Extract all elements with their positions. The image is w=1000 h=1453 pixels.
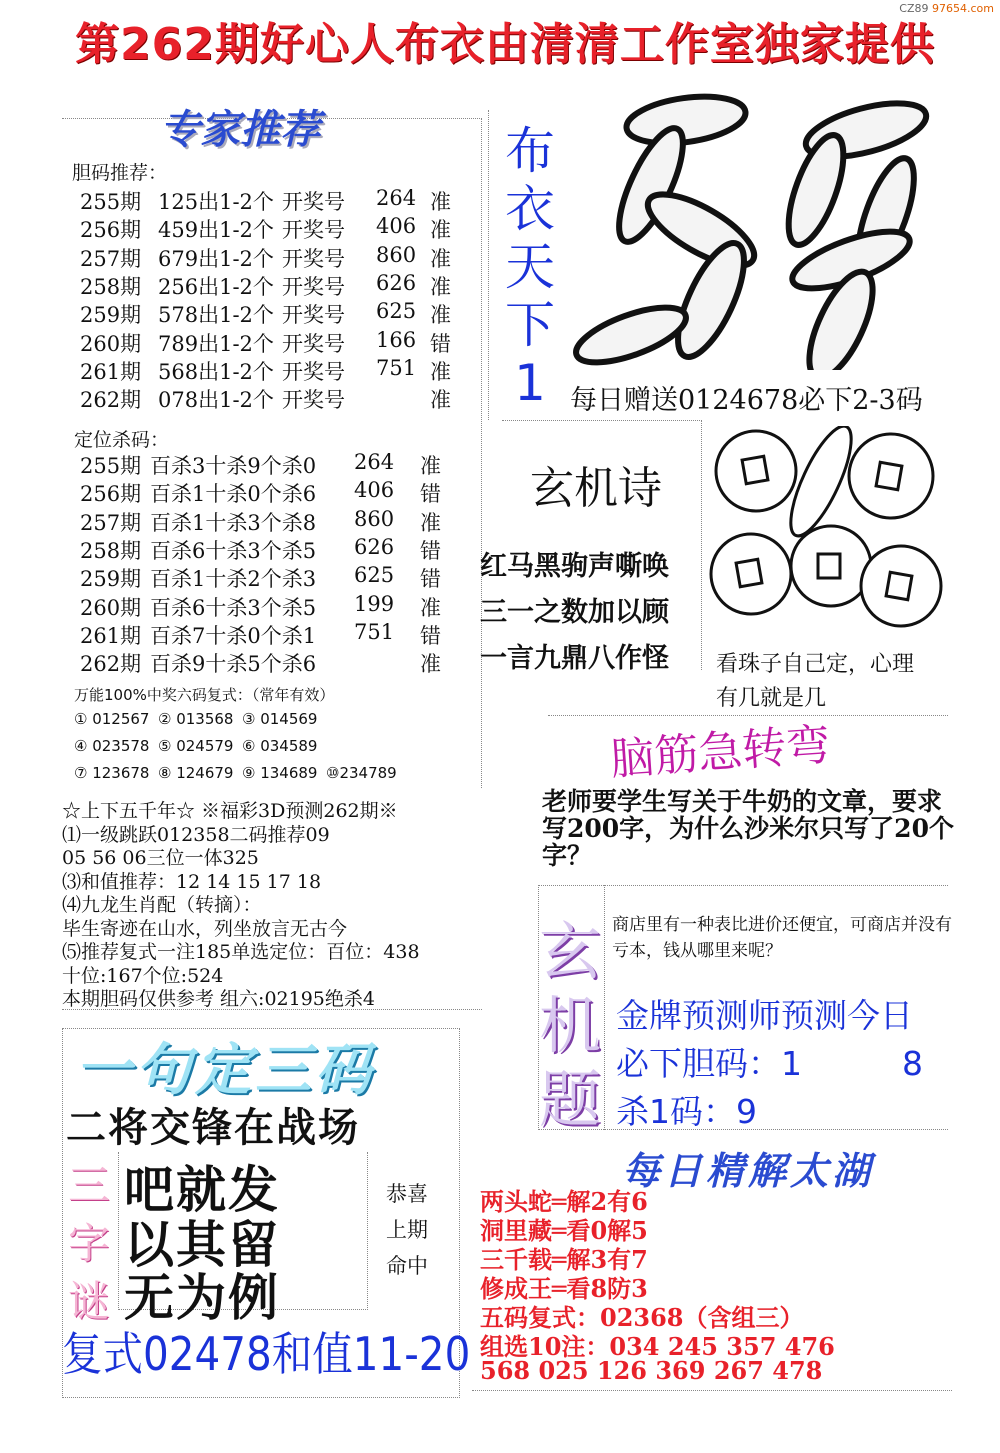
dan-cell-res: 准 (430, 218, 451, 243)
buyi-char: 衣 (505, 180, 555, 238)
xuanji-title-char: 题 (538, 1063, 601, 1136)
dan-cell-issue: 256期 (80, 218, 142, 243)
dan-cell-num: 626 (376, 270, 417, 295)
gold-kill: 9 (736, 1092, 757, 1131)
dan-cell-issue: 261期 (80, 359, 142, 384)
dan-cell-res: 准 (430, 388, 451, 413)
buyi-vertical (495, 122, 565, 412)
kill-cell-num: 406 (354, 478, 395, 503)
kill-cell-num: 199 (354, 591, 395, 616)
coins-graphic (706, 426, 946, 641)
dan-cell-res: 准 (430, 190, 451, 214)
xuanji-title-char: 玄 (538, 915, 601, 988)
prediction-line: 毕生寄迹在山水，列坐放言无古今 (62, 917, 348, 940)
kill-cell-issue: 262期 (80, 652, 142, 677)
taihu-line: 修成王═看8防3 (480, 1274, 648, 1303)
poem-line: 三一之数加以顾 (480, 597, 669, 628)
daily-gift: 每日赠送0124678必下2-3码 (570, 385, 923, 416)
taihu-line: 两头蛇═解2有6 (480, 1187, 648, 1216)
kill-cell-res: 错 (420, 623, 441, 648)
dan-cell-issue: 260期 (80, 331, 142, 356)
dan-cell-rec: 459出1-2个 (158, 218, 274, 243)
kill-cell-issue: 255期 (80, 454, 142, 478)
watermark-prefix: CZ89 (899, 2, 929, 15)
taihu-line: 三千载═解3有7 (480, 1245, 648, 1274)
kill-cell-num: 626 (354, 534, 395, 559)
expert-title: 专家推荐 (160, 107, 320, 153)
zimi-label-char: 谜 (67, 1277, 110, 1326)
buyi-char: 下 (505, 296, 555, 354)
taihu-line: 洞里藏═看0解5 (480, 1216, 648, 1245)
gold-dan1: 1 (781, 1044, 802, 1083)
kill-cell-num: 264 (354, 450, 395, 474)
kill-cell-res: 错 (420, 482, 441, 507)
prediction-line: ⑴一级跳跃012358二码推荐09 (62, 823, 330, 846)
taihu-line: 五码复式：02368（含组三） (480, 1303, 804, 1332)
dan-cell-num: 625 (376, 299, 417, 324)
dan-cell-rec: 125出1-2个 (158, 190, 274, 214)
kill-cell-res: 准 (420, 454, 441, 478)
combo-item: ④ 023578 (74, 737, 150, 755)
kill-cell-issue: 258期 (80, 538, 142, 563)
kill-cell-issue: 260期 (80, 595, 142, 620)
kill-cell-res: 准 (420, 652, 441, 677)
kill-cell-issue: 261期 (80, 623, 142, 648)
kill-cell-res: 错 (420, 538, 441, 563)
dan-cell-issue: 258期 (80, 274, 142, 299)
dan-cell-kj: 开奖号 (282, 246, 345, 271)
gold-dan-label: 必下胆码： (616, 1044, 781, 1083)
dan-cell-kj: 开奖号 (282, 218, 345, 243)
kill-cell-res: 准 (420, 510, 441, 535)
poem-title: 玄机诗 (530, 463, 662, 514)
taihu-line: 568 025 126 369 267 478 (480, 1356, 823, 1385)
big-number-text: 59 (566, 80, 568, 81)
kill-cell-kill: 百杀3十杀9个杀0 (150, 454, 317, 478)
kill-cell-kill: 百杀6十杀3个杀5 (150, 595, 317, 620)
dan-cell-kj: 开奖号 (282, 359, 345, 384)
taihu-line: 组选10注：034 245 357 476 (480, 1332, 835, 1361)
buyi-char: 天 (505, 238, 555, 296)
kill-cell-res: 错 (420, 567, 441, 592)
riddle-line: 无为例 (124, 1268, 280, 1327)
yiju-phrase: 二将交锋在战场 (66, 1105, 360, 1151)
kill-cell-res: 准 (420, 595, 441, 620)
combo-item: ② 013568 (158, 710, 234, 728)
watermark-site: 97654.com (932, 2, 994, 15)
kill-cell-kill: 百杀9十杀5个杀6 (150, 652, 317, 677)
kill-cell-issue: 256期 (80, 482, 142, 507)
kill-label: 定位杀码： (74, 429, 170, 451)
divider (488, 110, 489, 420)
poem-line: 一言九鼎八作怪 (480, 643, 669, 674)
dan-cell-res: 准 (430, 303, 451, 328)
dan-cell-rec: 679出1-2个 (158, 246, 274, 271)
buyi-char: 布 (505, 122, 555, 180)
beads-note (716, 648, 956, 716)
dan-cell-issue: 259期 (80, 303, 142, 328)
dan-cell-res: 准 (430, 246, 451, 271)
dan-cell-kj: 开奖号 (282, 190, 345, 214)
dan-cell-kj: 开奖号 (282, 388, 345, 413)
prediction-line: ☆上下五千年☆ ※福彩3D预测262期※ (62, 800, 398, 822)
prediction-line: ⑸推荐复式一注185单选定位：百位：438 (62, 941, 420, 963)
dan-cell-res: 准 (430, 274, 451, 299)
gold-dan2: 8 (902, 1044, 923, 1083)
poem-line: 红马黑驹声嘶唤 (480, 551, 669, 582)
dan-cell-rec: 568出1-2个 (158, 359, 274, 384)
gold-line3 (616, 1086, 757, 1133)
kill-cell-kill: 百杀1十杀0个杀6 (150, 482, 317, 507)
combo-item: ⑨ 134689 (242, 764, 318, 782)
beads-note-line: 看珠子自己定，心理 (716, 652, 915, 677)
dan-cell-issue: 262期 (80, 388, 142, 413)
dan-cell-rec: 256出1-2个 (158, 274, 274, 299)
beads-note-line: 有几就是几 (716, 686, 827, 711)
dan-cell-res: 错 (430, 331, 451, 356)
congrats-text: 恭喜 (386, 1182, 428, 1206)
prediction-line: 十位:167个位:524 (62, 964, 224, 987)
gold-kill-label: 杀1码： (616, 1092, 736, 1131)
kill-cell-num: 860 (354, 506, 395, 531)
naojin-question: 老师要学生写关于牛奶的文章，要求写200字，为什么沙米尔只写了20个字？ (542, 787, 954, 870)
dan-cell-num: 264 (376, 186, 417, 210)
xuanji-title-char: 机 (538, 989, 601, 1062)
congrats-text: 上期 (386, 1218, 428, 1242)
wanneng-label: 万能100%中奖六码复式：（常年有效） (74, 686, 335, 704)
dan-cell-issue: 255期 (80, 190, 142, 214)
dan-cell-num: 860 (376, 242, 417, 267)
zimi-label-char: 字 (67, 1219, 110, 1268)
combo-item: ⑥ 034589 (242, 737, 318, 755)
yiju-title: 一句定三码 (75, 1038, 375, 1103)
taihu-title: 每日精解太湖 (622, 1148, 875, 1193)
xuanji-title (535, 915, 605, 1137)
watermark (899, 2, 994, 15)
xuanji-question: 商店里有一种表比进价还便宜，可商店并没有亏本，钱从哪里来呢？ (612, 915, 952, 961)
combo-item: ③ 014569 (242, 710, 318, 728)
prediction-line: ⑷九龙生肖配（转摘）： (62, 894, 262, 916)
gold-line2 (616, 1038, 923, 1085)
dan-label: 胆码推荐： (72, 162, 168, 184)
combo-item: ① 012567 (74, 710, 150, 728)
kill-cell-kill: 百杀7十杀0个杀1 (150, 623, 317, 648)
zimi-label-char: 三 (67, 1161, 110, 1210)
kill-cell-kill: 百杀1十杀3个杀8 (150, 510, 317, 535)
riddle-line: 以其留 (124, 1215, 280, 1274)
dan-cell-rec: 578出1-2个 (158, 303, 274, 328)
combo-item: ⑩234789 (326, 764, 397, 782)
dan-cell-res: 准 (430, 359, 451, 384)
dan-cell-num: 751 (376, 355, 417, 380)
dan-cell-rec: 078出1-2个 (158, 388, 274, 413)
kill-cell-kill: 百杀6十杀3个杀5 (150, 538, 317, 563)
dan-cell-num: 406 (376, 214, 417, 239)
dan-cell-issue: 257期 (80, 246, 142, 271)
dan-cell-rec: 789出1-2个 (158, 331, 274, 356)
combo-item: ⑤ 024579 (158, 737, 234, 755)
prediction-line: 本期胆码仅供参考 组六:02195绝杀4 (62, 988, 375, 1010)
prediction-line: ⑶和值推荐：12 14 15 17 18 (62, 870, 322, 893)
big-number-59-graphic (566, 80, 941, 370)
zimi-label (64, 1157, 114, 1331)
dan-cell-kj: 开奖号 (282, 303, 345, 328)
kill-cell-issue: 257期 (80, 510, 142, 535)
fushi-text: 复式02478和值11-20 (62, 1327, 471, 1381)
kill-cell-kill: 百杀1十杀2个杀3 (150, 567, 317, 592)
kill-cell-num: 625 (354, 563, 395, 588)
kill-cell-issue: 259期 (80, 567, 142, 592)
dan-cell-kj: 开奖号 (282, 274, 345, 299)
kill-cell-num: 751 (354, 619, 395, 644)
combo-item: ⑧ 124679 (158, 764, 234, 782)
congrats-text: 命中 (386, 1254, 428, 1278)
divider (472, 1390, 952, 1391)
dan-cell-num: 166 (376, 327, 417, 352)
riddle-line: 吧就发 (124, 1160, 280, 1219)
prediction-line: 05 56 06三位一体325 (62, 847, 259, 869)
gold-line1: 金牌预测师预测今日 (616, 996, 913, 1035)
combo-item: ⑦ 123678 (74, 764, 150, 782)
dan-cell-kj: 开奖号 (282, 331, 345, 356)
naojin-title: 脑筋急转弯 (608, 719, 832, 786)
buyi-char: 1 (514, 354, 546, 412)
page-title: 第262期好心人布衣由清清工作室独家提供 (75, 19, 935, 70)
